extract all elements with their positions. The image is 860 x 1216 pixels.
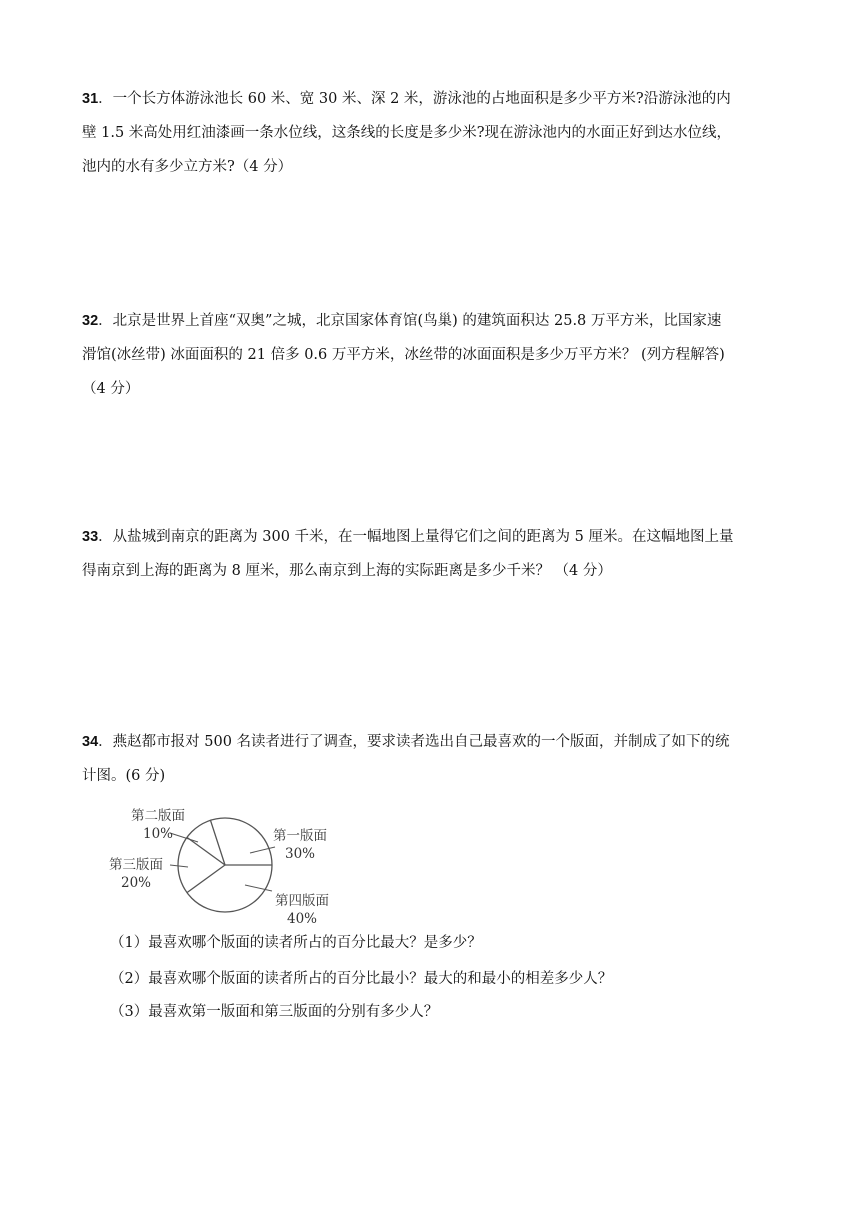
question-31-line-2: 壁 1.5 米高处用红油漆画一条水位线，这条线的长度是多少米?现在游泳池内的水面正好到达水位线， bbox=[82, 125, 732, 141]
question-31-line-3: 池内的水有多少立方米?（4 分） bbox=[82, 159, 293, 175]
pie-slices bbox=[178, 818, 272, 912]
pie-value-label-3: 20% bbox=[120, 875, 152, 891]
pie-label-1: 第一版面 bbox=[273, 828, 327, 844]
sub-question-2: （2）最喜欢哪个版面的读者所占的百分比最小？最大的和最小的相差多少人？ bbox=[110, 971, 613, 987]
question-32-line-3: （4 分） bbox=[82, 381, 140, 397]
pie-value-label-2: 10% bbox=[142, 826, 174, 842]
pie-label-4: 第四版面 bbox=[275, 893, 329, 909]
question-33-number: 33 bbox=[82, 529, 99, 545]
question-32-line-1: 32．北京是世界上首座“双奥”之城，北京国家体育馆(鸟巢) 的建筑面积达 25.8 万平方米，比国家速 bbox=[82, 313, 722, 329]
pie-value-label-1: 30% bbox=[284, 846, 316, 862]
pie-label-3: 第三版面 bbox=[109, 857, 163, 873]
sub-question-3: （3）最喜欢第一版面和第三版面的分别有多少人？ bbox=[110, 1004, 439, 1020]
question-34 bbox=[82, 725, 782, 793]
question-31 bbox=[82, 82, 782, 184]
question-34-line-2: 计图。(6 分) bbox=[82, 768, 166, 784]
question-34-line-1: 34．燕赵都市报对 500 名读者进行了调查，要求读者选出自己最喜欢的一个版面，并制成了如下的统 bbox=[82, 734, 730, 750]
pie-chart bbox=[100, 795, 360, 925]
question-32 bbox=[82, 304, 782, 406]
question-31-number: 31 bbox=[82, 91, 99, 107]
question-32-number: 32 bbox=[82, 313, 99, 329]
sub-question-1: （1）最喜欢哪个版面的读者所占的百分比最大？是多少？ bbox=[110, 935, 482, 951]
pie-value-label-4: 40% bbox=[286, 911, 318, 925]
question-33-line-1: 33．从盐城到南京的距离为 300 千米，在一幅地图上量得它们之间的距离为 5 厘米。在这幅地图上量 bbox=[82, 529, 734, 545]
question-33 bbox=[82, 520, 782, 588]
question-34-number: 34 bbox=[82, 734, 99, 750]
pie-label-2: 第二版面 bbox=[131, 808, 185, 824]
question-33-line-2: 得南京到上海的距离为 8 厘米，那么南京到上海的实际距离是多少千米？ （4 分） bbox=[82, 563, 612, 579]
question-32-line-2: 滑馆(冰丝带) 冰面面积的 21 倍多 0.6 万平方米，冰丝带的冰面面积是多少万平方米？ (列方程解答) bbox=[82, 347, 725, 363]
question-31-line-1: 31．一个长方体游泳池长 60 米、宽 30 米、深 2 米，游泳池的占地面积是多少平方米?沿游泳池的内 bbox=[82, 91, 731, 107]
